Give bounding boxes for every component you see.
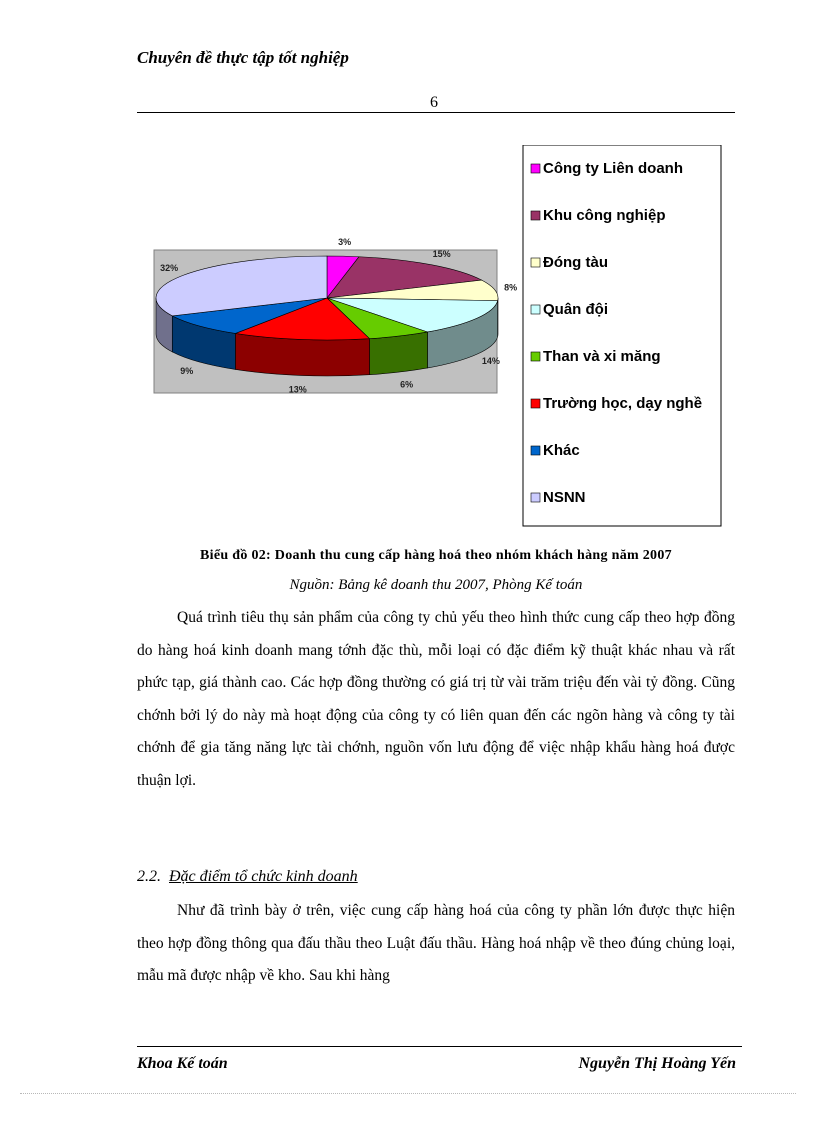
- legend-label-7: Khác: [543, 442, 580, 459]
- pie-label-1: 3%: [338, 237, 352, 248]
- pie-label-7: 9%: [180, 366, 194, 377]
- chart-source: Nguồn: Bảng kê doanh thu 2007, Phòng Kế toán: [289, 577, 583, 593]
- pie-label-3: 8%: [504, 282, 518, 293]
- pie-side-5: [370, 332, 428, 375]
- footer-department: Khoa Kế toán: [137, 1055, 228, 1072]
- page-number: 6: [430, 94, 438, 111]
- paragraph-2: Như đã trình bày ở trên, việc cung cấp hàng hoá của công ty phần lớn được thực hiện theo hợp đồng thông qua đấu thầu theo Luật đấu thầu. Hàng hoá nhập về theo đúng chủng loại, mẫu mã được nhập về kho. Sau khi hàng: [137, 902, 735, 984]
- pie-label-6: 13%: [288, 384, 307, 395]
- legend-swatch-4: [531, 305, 540, 314]
- legend-label-4: Quân đội: [543, 301, 608, 318]
- pie-label-4: 14%: [481, 355, 500, 366]
- legend-label-1: Công ty Liên doanh: [543, 160, 683, 177]
- legend-label-5: Than và xi măng: [543, 348, 661, 365]
- paragraph-1: Quá trình tiêu thụ sản phẩm của công ty chủ yếu theo hình thức cung cấp theo hợp đồng do hàng hoá kinh doanh mang tớnh đặc thù, mỗi loại có đặc điểm kỹ thuật khác nhau và rất phức tạp, giá thành cao. Các hợp đồng thường có giá trị từ vài trăm triệu đến vài tỷ đồng. Cũng chớnh bởi lý do này mà hoạt động của công ty có liên quan đến các ngõn hàng và công ty tài chớnh để gia tăng năng lực tài chớnh, nguồn vốn lưu động để việc nhập khẩu hàng hoá được thuận lợi.: [137, 609, 735, 789]
- legend-label-2: Khu công nghiệp: [543, 207, 666, 224]
- legend-swatch-2: [531, 211, 540, 220]
- legend-label-3: Đóng tàu: [543, 254, 608, 271]
- header-divider: [137, 112, 735, 113]
- pie-label-5: 6%: [400, 379, 414, 390]
- legend-label-6: Trường học, dạy nghề: [543, 395, 703, 412]
- pie-label-2: 15%: [432, 248, 451, 259]
- legend-swatch-1: [531, 164, 540, 173]
- legend-swatch-3: [531, 258, 540, 267]
- pie-chart: [150, 145, 725, 530]
- section-number: 2.2.: [137, 868, 161, 885]
- legend-box: [523, 145, 721, 526]
- pie-slices: [156, 256, 498, 376]
- footer-divider: [137, 1046, 742, 1047]
- chart-caption: Biểu đồ 02: Doanh thu cung cấp hàng hoá theo nhóm khách hàng năm 2007: [200, 548, 672, 563]
- legend-label-8: NSNN: [543, 489, 586, 506]
- page-bottom-border: [20, 1093, 796, 1094]
- legend-swatch-6: [531, 399, 540, 408]
- section-heading: [137, 868, 358, 886]
- legend-swatch-8: [531, 493, 540, 502]
- footer-author: Nguyễn Thị Hoàng Yến: [578, 1055, 736, 1072]
- header-title: Chuyên đề thực tập tốt nghiệp: [137, 48, 349, 67]
- legend-swatch-5: [531, 352, 540, 361]
- legend-swatch-7: [531, 446, 540, 455]
- pie-label-8: 32%: [160, 262, 179, 273]
- section-title: Đặc điểm tổ chức kinh doanh: [169, 868, 358, 885]
